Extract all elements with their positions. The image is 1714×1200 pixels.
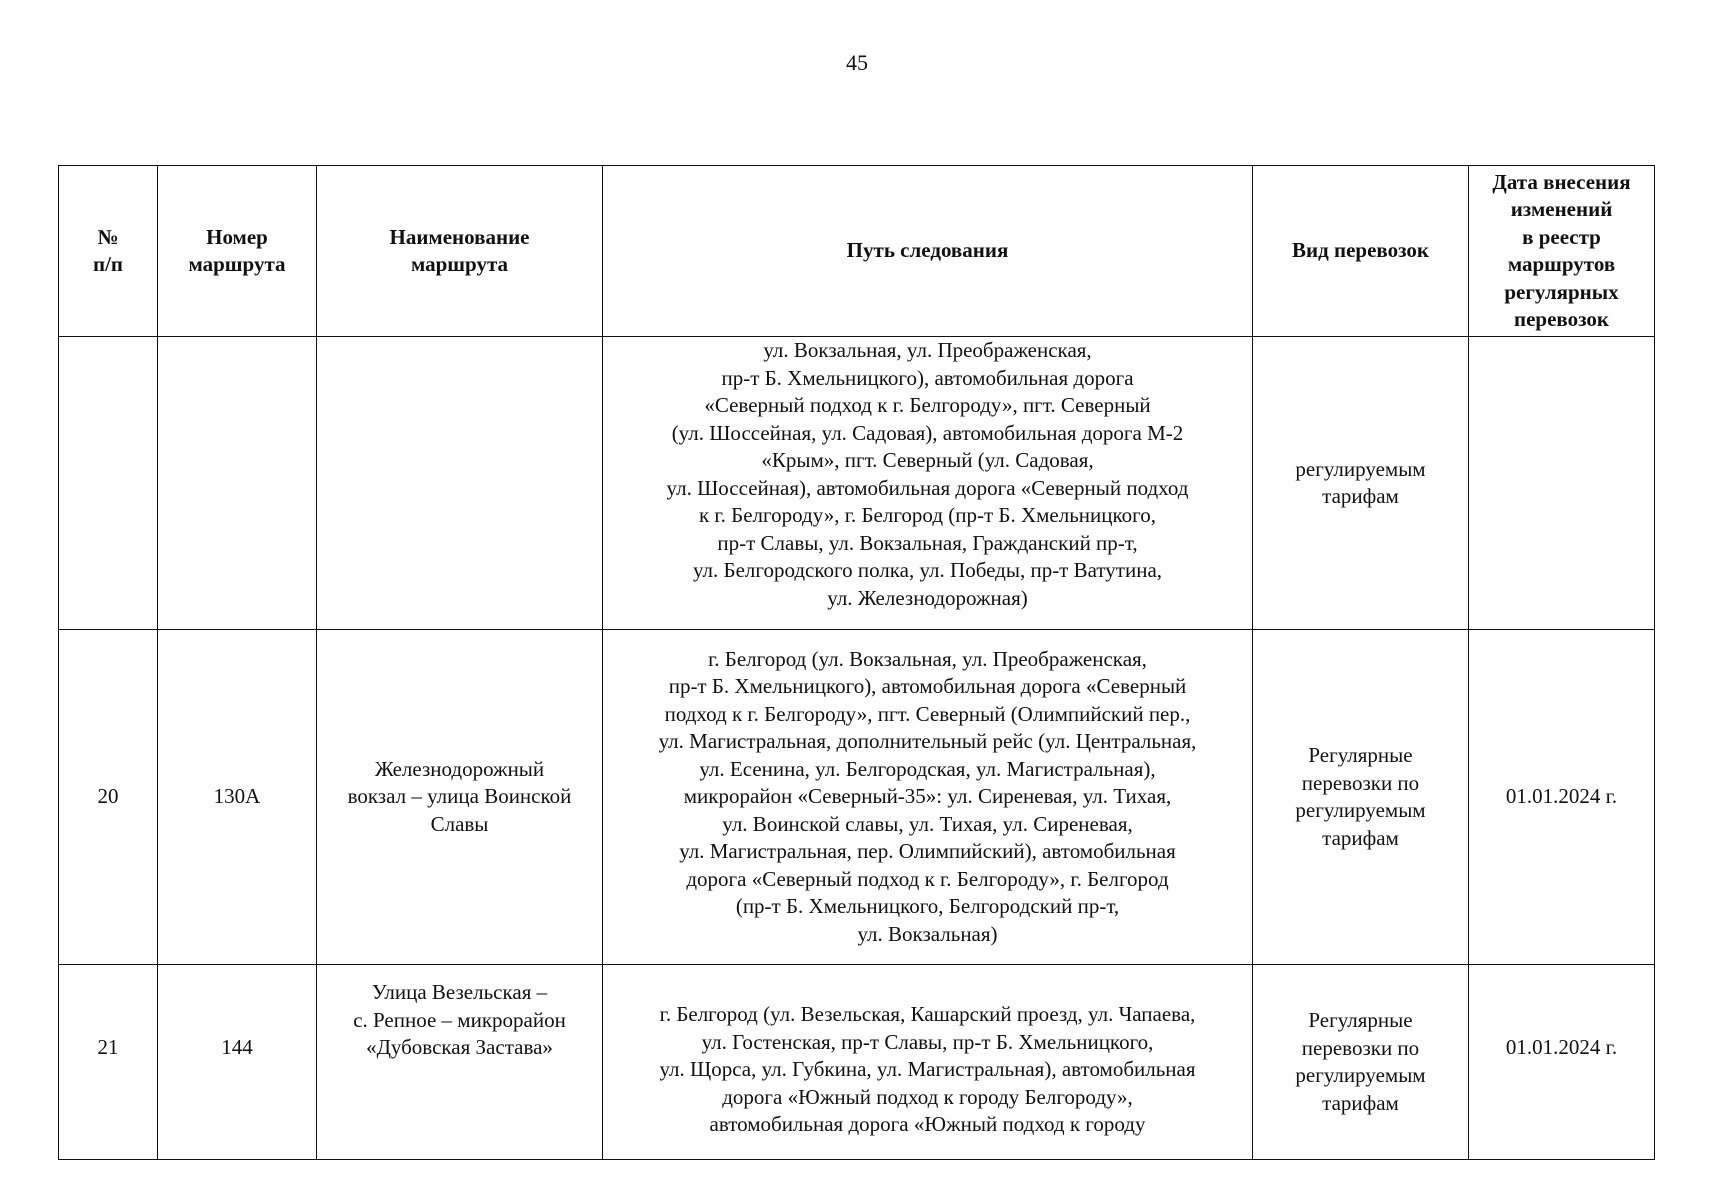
cell-num (59, 337, 158, 630)
cell-path: г. Белгород (ул. Везельская, Кашарский проезд, ул. Чапаева, ул. Гостенская, пр-т Славы, пр-т Б. Хмельницкого, ул. Щорса, ул. Губкина, ул. Магистральная), автомобильная дорога «Южный подход к городу Белгороду», автомобильная дорога «Южный подход к городу (603, 965, 1253, 1160)
header-type: Вид перевозок (1253, 166, 1469, 337)
header-route-number: Номер маршрута (158, 166, 317, 337)
header-date: Дата внесения изменений в реестр маршрутов регулярных перевозок (1469, 166, 1655, 337)
cell-date (1469, 337, 1655, 630)
table-row (59, 630, 1655, 965)
cell-type: Регулярные перевозки по регулируемым тарифам (1253, 630, 1469, 965)
cell-date: 01.01.2024 г. (1469, 630, 1655, 965)
header-path: Путь следования (603, 166, 1253, 337)
header-num: № п/п (59, 166, 158, 337)
cell-path: г. Белгород (ул. Вокзальная, ул. Преображенская, пр-т Б. Хмельницкого), автомобильная дорога «Северный подход к г. Белгороду», пгт. Северный (Олимпийский пер., ул. Магистральная, дополнительный рейс (ул. Центральная, ул. Есенина, ул. Белгородская, ул. Магистральная), микрорайон «Северный-35»: ул. Сиреневая, ул. Тихая, ул. Воинской славы, ул. Тихая, ул. Сиреневая, ул. Магистральная, пер. Олимпийский), автомобильная дорога «Северный подход к г. Белгороду», г. Белгород (пр-т Б. Хмельницкого, Белгородский пр-т, ул. Вокзальная) (603, 630, 1253, 965)
cell-route-name: Железнодорожный вокзал – улица Воинской Славы (317, 630, 603, 965)
cell-route-name: Улица Везельская – с. Репное – микрорайон «Дубовская Застава» (317, 965, 603, 1160)
cell-route-number: 130А (158, 630, 317, 965)
cell-num: 20 (59, 630, 158, 965)
cell-type: регулируемым тарифам (1253, 337, 1469, 630)
cell-route-number: 144 (158, 965, 317, 1160)
cell-path: ул. Вокзальная, ул. Преображенская, пр-т Б. Хмельницкого), автомобильная дорога «Северный подход к г. Белгороду», пгт. Северный (ул. Шоссейная, ул. Садовая), автомобильная дорога М-2 «Крым», пгт. Северный (ул. Садовая, ул. Шоссейная), автомобильная дорога «Северный подход к г. Белгороду», г. Белгород (пр-т Б. Хмельницкого, пр-т Славы, ул. Вокзальная, Гражданский пр-т, ул. Белгородского полка, ул. Победы, пр-т Ватутина, ул. Железнодорожная) (603, 337, 1253, 630)
cell-num: 21 (59, 965, 158, 1160)
cell-route-number (158, 337, 317, 630)
routes-table (58, 165, 1655, 1160)
page-number: 45 (846, 50, 868, 75)
table-row (59, 965, 1655, 1160)
cell-route-name (317, 337, 603, 630)
header-row (59, 166, 1655, 337)
header-route-name: Наименование маршрута (317, 166, 603, 337)
cell-type: Регулярные перевозки по регулируемым тарифам (1253, 965, 1469, 1160)
table-row (59, 337, 1655, 630)
cell-date: 01.01.2024 г. (1469, 965, 1655, 1160)
